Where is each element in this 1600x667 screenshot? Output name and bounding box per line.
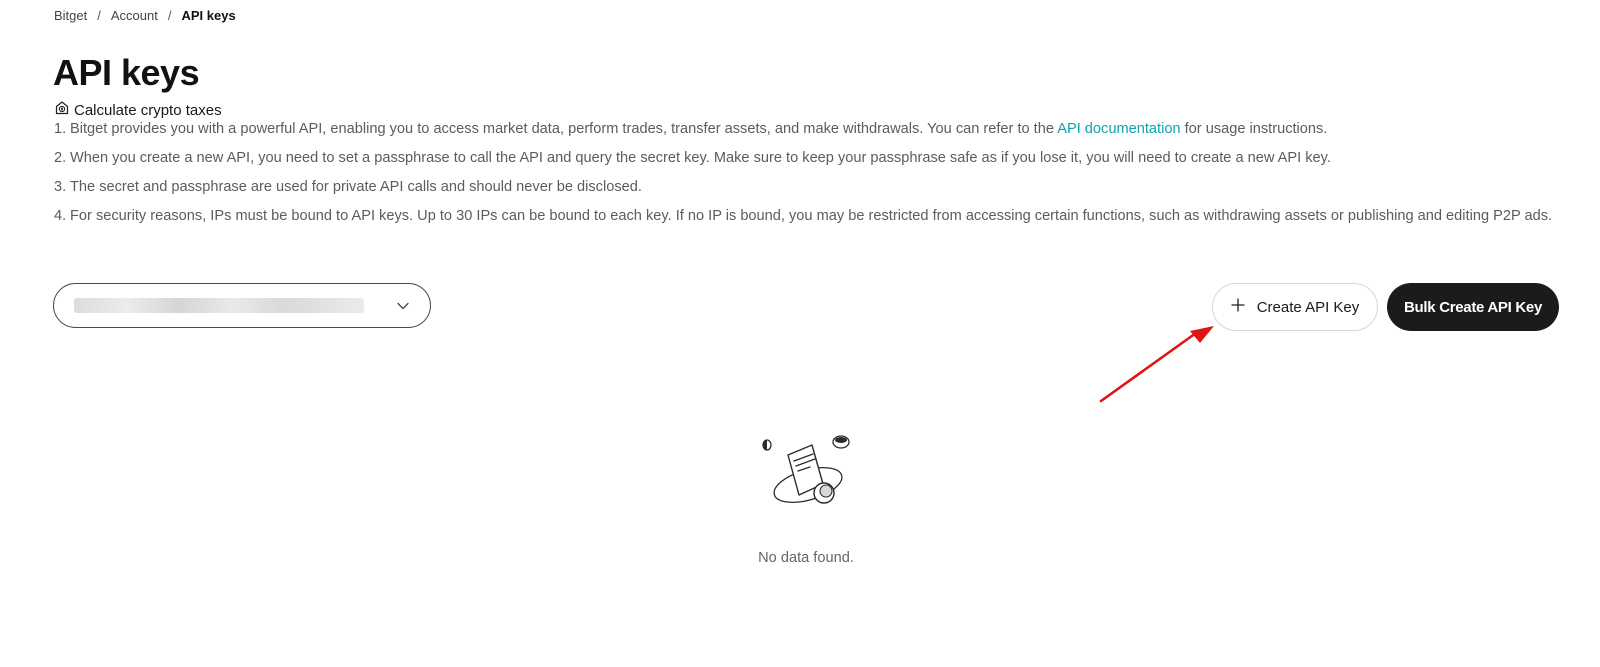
breadcrumb-item-bitget[interactable]: Bitget — [54, 8, 88, 23]
create-api-key-label: Create API Key — [1256, 298, 1360, 316]
tax-calculator-icon — [54, 100, 74, 120]
instruction-text-part: for usage instructions. — [1180, 121, 1328, 137]
account-select[interactable] — [53, 283, 431, 328]
api-documentation-link[interactable]: API documentation — [1057, 121, 1181, 137]
instruction-item — [54, 149, 1564, 168]
page-title: API keys — [53, 52, 200, 93]
create-api-key-button[interactable] — [1212, 283, 1378, 331]
bulk-create-api-key-button[interactable]: Bulk Create API Key — [1387, 283, 1559, 331]
instruction-item — [54, 178, 1564, 197]
instruction-number: 3. — [54, 179, 67, 195]
annotation-arrow-icon — [1090, 320, 1220, 405]
plus-icon — [1231, 298, 1257, 316]
calculate-taxes-link[interactable] — [54, 100, 222, 120]
redacted-account-value — [74, 298, 364, 313]
breadcrumb-separator: / — [97, 8, 101, 23]
breadcrumb-separator: / — [167, 8, 172, 23]
breadcrumb — [54, 8, 236, 23]
instruction-text: When you create a new API, you need to set a passphrase to call the API and query the secret key. Make sure to keep your passphrase safe as if you lose it, you will need to create a new API key. — [70, 150, 1331, 166]
instruction-text: The secret and passphrase are used for private API calls and should never be disclosed. — [70, 179, 642, 195]
empty-document-icon — [760, 435, 856, 517]
instruction-text-part: Bitget provides you with a powerful API, enabling you to access market data, perform trades, transfer assets, and make withdrawals. You can refer to the — [70, 121, 1058, 137]
instruction-item — [54, 120, 1564, 139]
breadcrumb-current: API keys — [181, 8, 236, 23]
instruction-text — [70, 120, 1564, 139]
instructions-list — [54, 120, 1564, 236]
instruction-text: For security reasons, IPs must be bound to API keys. Up to 30 IPs can be bound to each key. If no IP is bound, you may be restricted from accessing certain functions, such as withdrawing assets or publishing and editing P2P ads. — [70, 208, 1553, 224]
breadcrumb-item-account[interactable]: Account — [110, 8, 158, 23]
instruction-number: 1. — [54, 121, 67, 137]
instruction-number: 2. — [54, 150, 67, 166]
instruction-item — [54, 207, 1564, 226]
instruction-number: 4. — [54, 208, 67, 224]
empty-state-text: No data found. — [758, 550, 854, 566]
chevron-down-icon — [396, 299, 410, 318]
tax-link-label: Calculate crypto taxes — [74, 101, 222, 119]
